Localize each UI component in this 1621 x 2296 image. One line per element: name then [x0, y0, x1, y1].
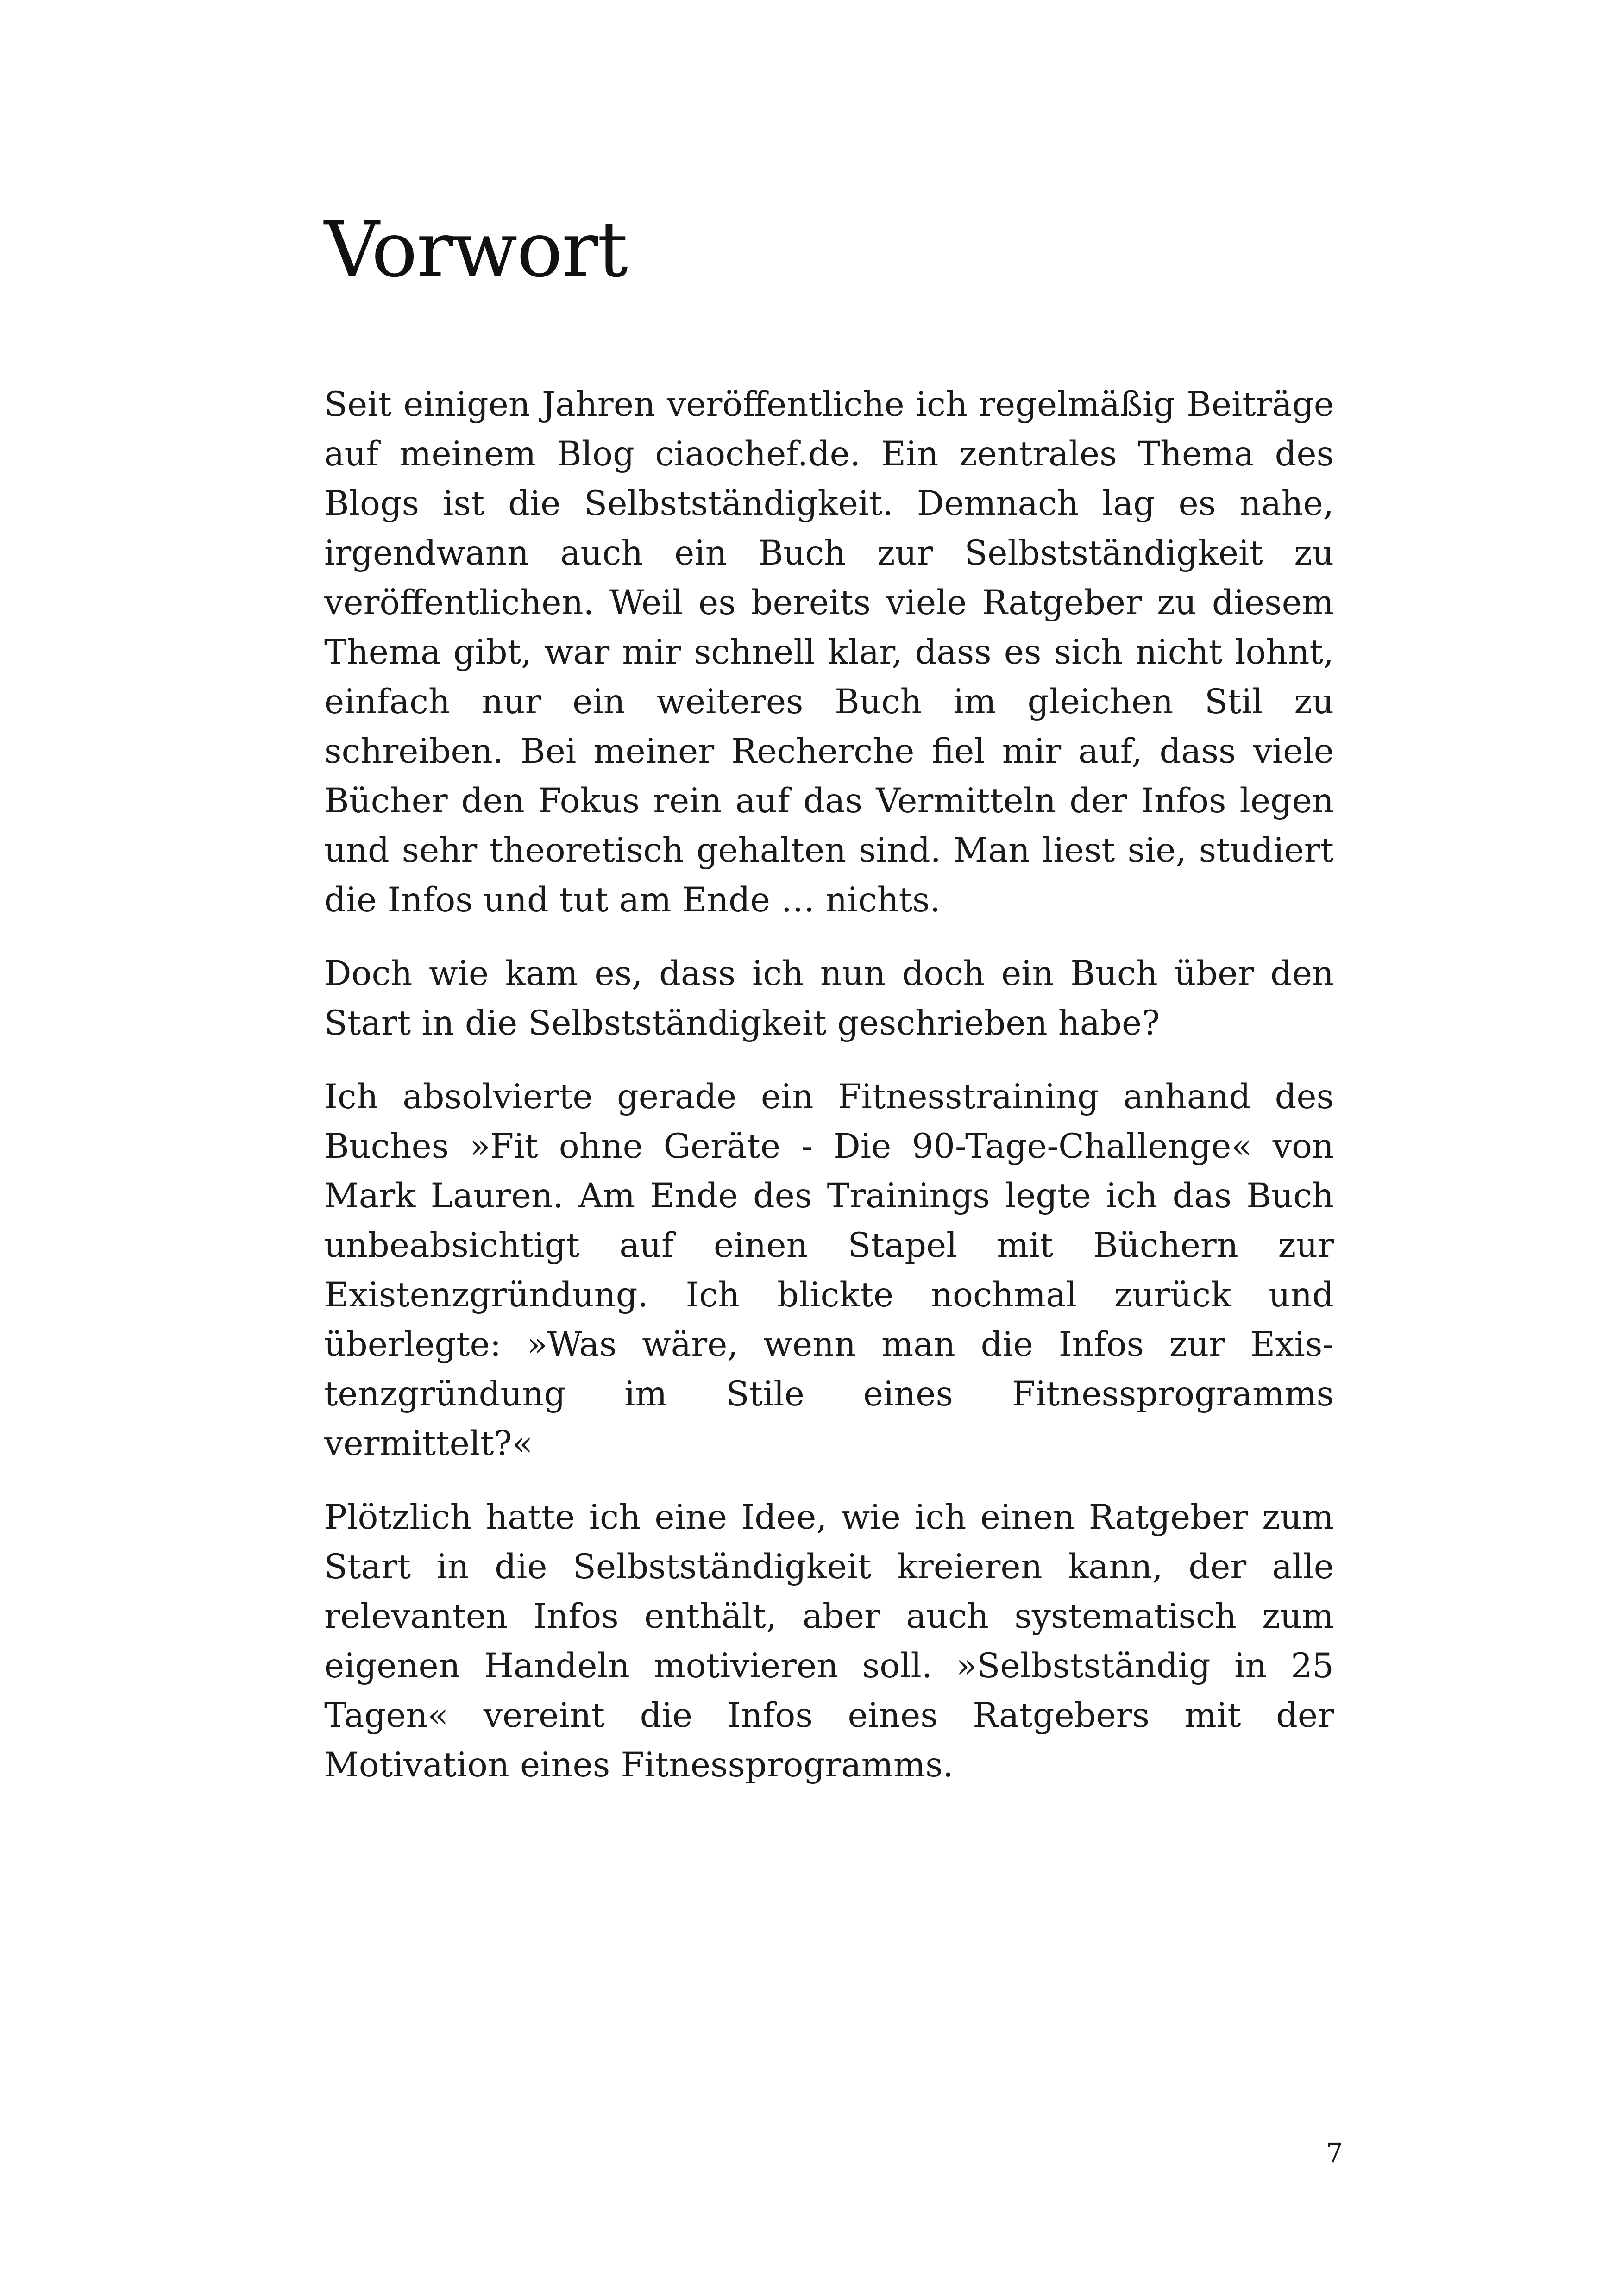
paragraph-2: Doch wie kam es, dass ich nun doch ein Buch über den Start in die Selbstständigkeit geschrieben habe?	[324, 954, 1334, 1043]
body-text	[324, 380, 1334, 1814]
paragraph-4: Plötzlich hatte ich eine Idee, wie ich einen Ratgeber zum Start in die Selbstständigkeit kreieren kann, der alle relevanten Infos enthält, aber auch systematisch zum eigenen Handeln motivieren soll. »Selbstständig in 25 Tagen« vereint die Infos eines Ratgebers mit der Motivation eines Fitnessprogramms.	[324, 1498, 1334, 1785]
paragraph-1: Seit einigen Jahren veröffentliche ich regelmäßig Beiträge auf meinem Blog ciaochef.de. Ein zentrales Thema des Blogs ist die Selbstständigkeit. Demnach lag es nahe, irgendwann auch ein Buch zur Selbstständigkeit zu veröffentlichen. Weil es bereits viele Ratgeber zu diesem Thema gibt, war mir schnell klar, dass es sich nicht lohnt, einfach nur ein weiteres Buch im gleichen Stil zu schreiben. Bei meiner Recherche fiel mir auf, dass viele Bücher den Fokus rein auf das Vermitteln der Infos legen und sehr theoretisch gehalten sind. Man liest sie, studiert die Infos und tut am Ende … nichts.	[324, 385, 1334, 920]
paragraph-3: Ich absolvierte gerade ein Fitnesstraining anhand des Buches »Fit ohne Geräte - Die 90-Tage-Challenge« von Mark Lauren. Am Ende des Trainings legte ich das Buch unbeabsichtigt auf einen Stapel mit Büchern zur Existenzgründung. Ich blickte nochmal zurück und überlegte: »Was wäre, wenn man die Infos zur Existenzgründung im Stile eines Fitnessprogramms vermittelt?«	[324, 1077, 1334, 1463]
page-number: 7	[1326, 2137, 1343, 2169]
chapter-title: Vorwort	[324, 205, 627, 294]
